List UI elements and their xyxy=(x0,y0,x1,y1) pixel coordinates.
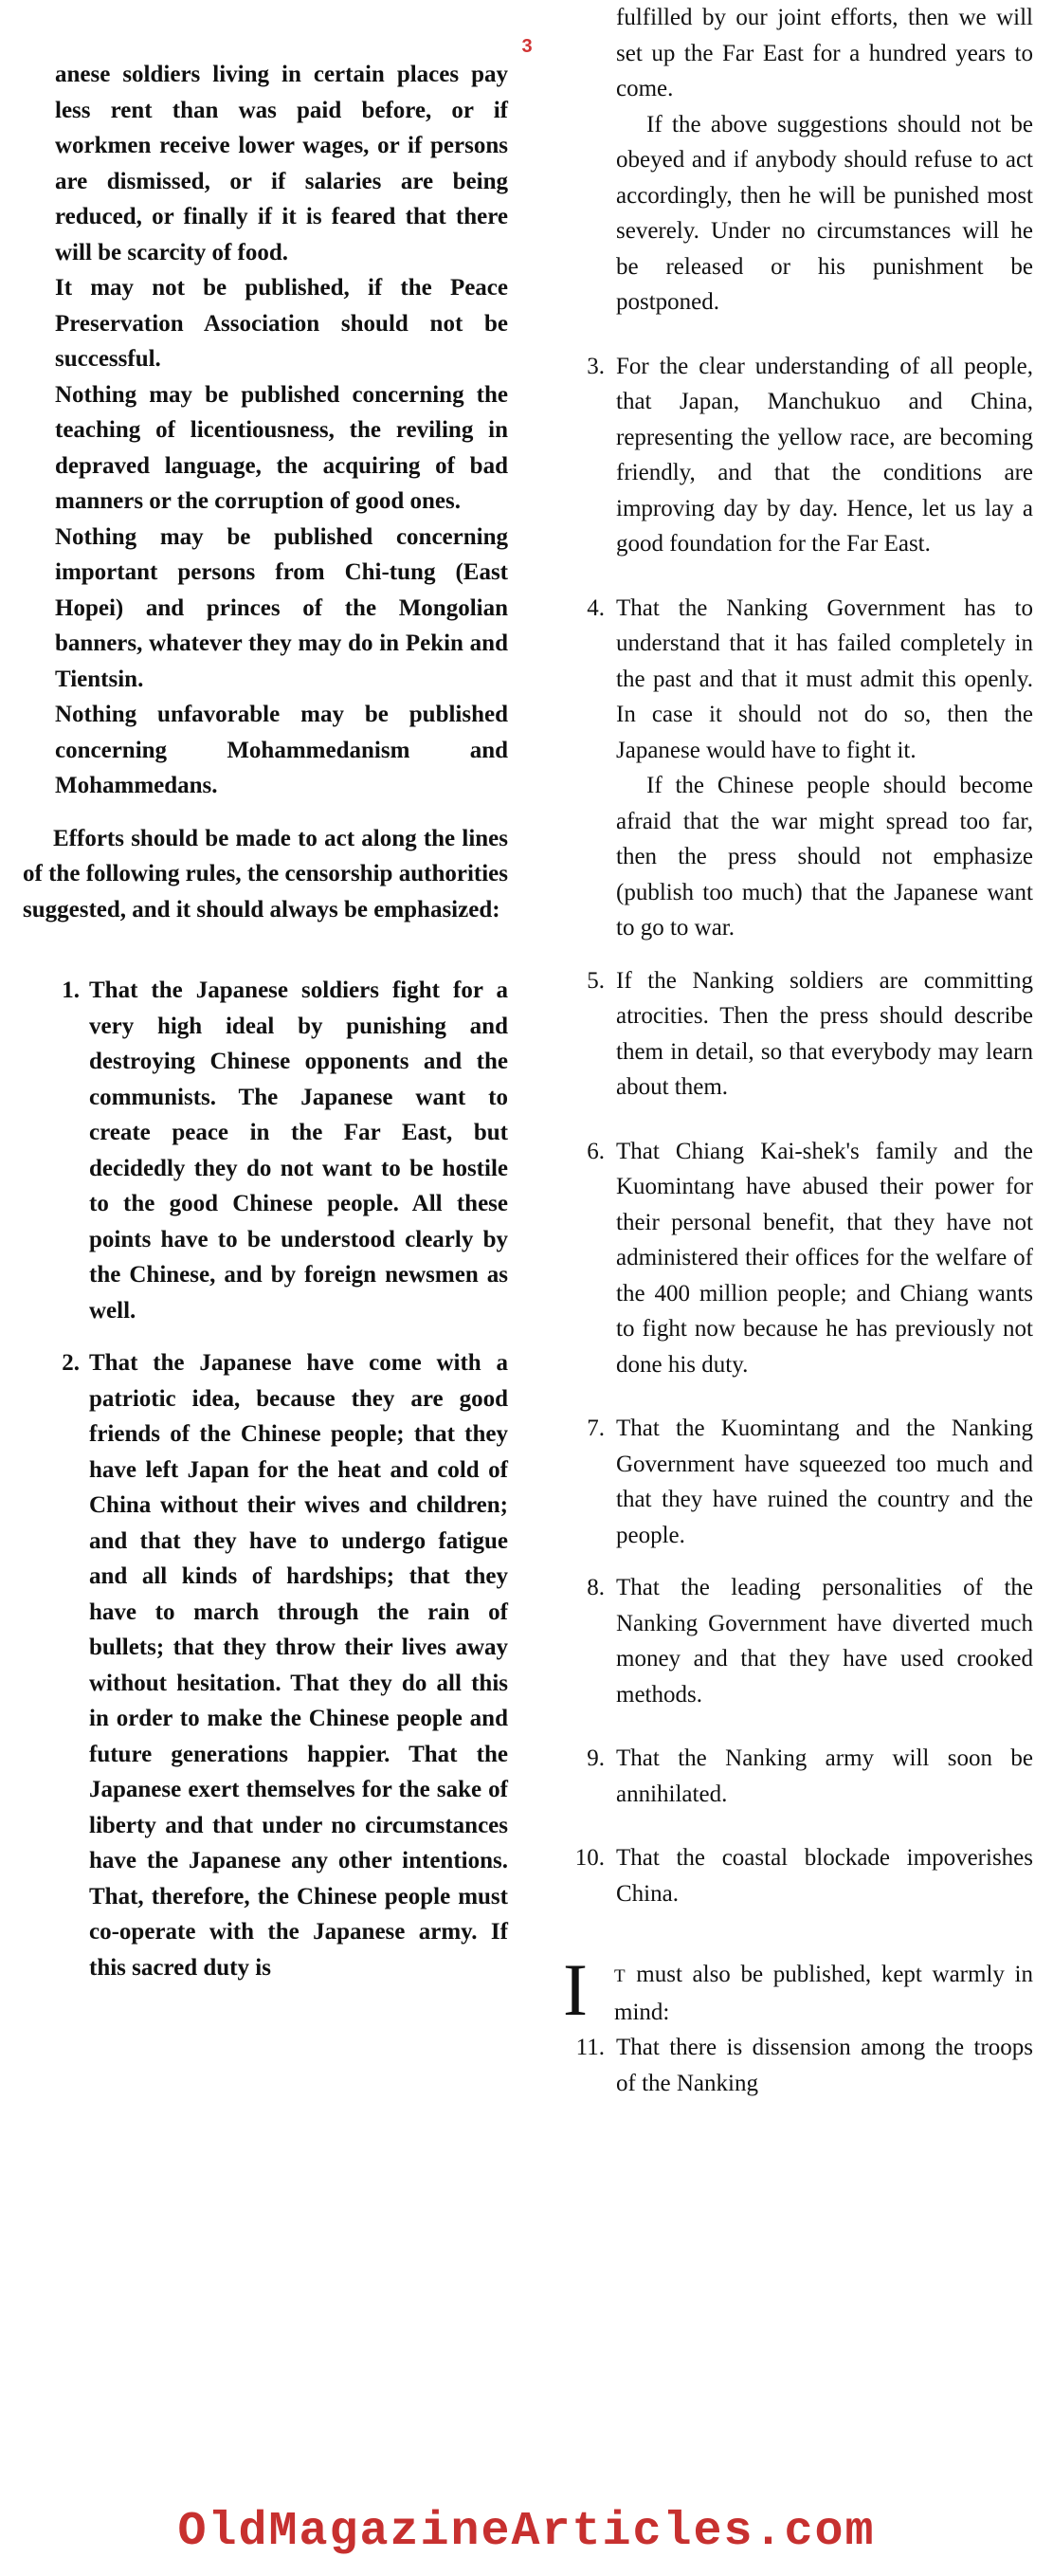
list-item xyxy=(559,1134,1033,1383)
list-item-text: For the clear understanding of all people, that Japan, Manchukuo and China, representing the yellow race, are becoming friendly, and that the conditions are improving day by day. Hence, let us lay a good foundation for the Far East. xyxy=(616,353,1033,557)
efforts-paragraph: Efforts should be made to act along the lines of the following rules, the censorship authorities suggested, and it should always be emphasized: xyxy=(23,825,508,923)
list-item-number: 2. xyxy=(62,1350,80,1376)
list-item xyxy=(559,963,1033,1105)
list-item xyxy=(23,973,508,1328)
list-item-number: 11. xyxy=(575,2035,605,2060)
list-item-text: That the Japanese soldiers fight for a very high ideal by punishing and destroying Chinese opponents and the communists. The Japanese want to create peace in the Far East, but decidedly they do not want to be hostile to the good Chinese people. All these points have to be understood clearly by the Chinese, and by foreign newsmen as well. xyxy=(89,977,508,1324)
list-item-number: 10. xyxy=(574,1845,605,1871)
list-item-text: That Chiang Kai-shek's family and the Kuomintang have abused their power for their personal benefit, that they have not administered their offices for the welfare of the 400 million people; and Chiang wants to fight now because he has previously not done his duty. xyxy=(616,1138,1033,1378)
list-item-text: That the Nanking army will soon be annihilated. xyxy=(616,1745,1033,1807)
intro-paragraph: Nothing may be published concerning important persons from Chi-tung (East Hopei) and princes of the Mongolian banners, whatever they may do in Pekin and Tientsin. xyxy=(55,523,508,692)
list-item-number: 9. xyxy=(587,1745,605,1771)
small-caps-letter: T xyxy=(614,1966,626,1986)
list-item-text: That the Kuomintang and the Nanking Government have squeezed too much and that they have ruined the country and the people. xyxy=(616,1416,1033,1548)
list-item xyxy=(559,1570,1033,1712)
list-item-number: 7. xyxy=(587,1416,605,1441)
list-item xyxy=(559,1741,1033,1812)
list-item-text: If the Chinese people should become afraid that the war might spread too far, then the press should not emphasize (publish too much) that the Japanese want to go to war. xyxy=(616,773,1033,941)
closing-text xyxy=(614,1957,1033,2030)
intro-block xyxy=(23,57,508,804)
list-item xyxy=(559,2030,1033,2101)
list-item-number: 1. xyxy=(62,977,80,1003)
list-item-text: That the Nanking Government has to understand that it has failed completely in the past and that it must admit this openly. In case it should not do so, then the Japanese would have to fight it. xyxy=(616,594,1033,763)
list-item xyxy=(23,1345,508,1985)
intro-paragraph: It may not be published, if the Peace Preservation Association should not be successful. xyxy=(55,275,508,372)
intro-paragraph: anese soldiers living in certain places pay less rent than was paid before, or if workmen receive lower wages, or if persons are dismissed, or if salaries are being reduced, or finally if it is feared that there will be scarcity of food. xyxy=(55,62,508,265)
intro-paragraph: Nothing may be published concerning the teaching of licentiousness, the reviling in depraved language, the acquiring of bad manners or the corruption of good ones. xyxy=(55,381,508,514)
list-item xyxy=(559,1411,1033,1553)
list-item-number: 4. xyxy=(587,594,605,621)
list-item xyxy=(559,1840,1033,1911)
left-column xyxy=(23,57,508,1985)
continuation-paragraph: fulfilled by our joint efforts, then we will set up the Far East for a hundred years to come. xyxy=(616,5,1033,101)
right-column xyxy=(559,0,1033,2101)
closing-text-body: must also be published, kept warmly in mind: xyxy=(614,1962,1033,2025)
site-footer: OldMagazineArticles.com xyxy=(177,2505,876,2559)
list-item-number: 5. xyxy=(587,967,605,994)
list-item-text: That the coastal blockade impoverishes China. xyxy=(616,1845,1033,1907)
list-item-text: That there is dissension among the troops of the Nanking xyxy=(616,2035,1033,2096)
list-item xyxy=(559,349,1033,562)
list-item-text: If the Nanking soldiers are committing atrocities. Then the press should describe them in detail, so that everybody may learn about them. xyxy=(616,967,1033,1100)
continuation-paragraph: If the above suggestions should not be obeyed and if anybody should refuse to act accordingly, then he will be punished most severely. Under no circumstances will he be released or his punishment be postponed. xyxy=(616,111,1033,315)
list-item-number: 3. xyxy=(587,353,605,379)
list-item-number: 6. xyxy=(587,1138,605,1164)
list-item-text: That the Japanese have come with a patriotic idea, because they are good friends of the Chinese people; that they have left Japan for the heat and cold of China without their wives and children; and that they have to undergo fatigue and all kinds of hardships; that they have to march through the rain of bullets; that they throw their lives away without hesitation. That they do all this in order to make the Chinese people and future generations happier. That the Japanese exert themselves for the sake of liberty and that under no circumstances have the Japanese any other intentions. That, therefore, the Chinese people must co-operate with the Japanese army. If this sacred duty is xyxy=(89,1350,508,1981)
drop-cap: I xyxy=(563,1948,588,2031)
closing-paragraph xyxy=(559,1948,1033,2031)
continuation-block xyxy=(559,0,1033,320)
intro-paragraph: Nothing unfavorable may be published concerning Mohammedanism and Mohammedans. xyxy=(55,702,508,798)
list-item-number: 8. xyxy=(587,1575,605,1600)
page-number: 3 xyxy=(521,36,533,57)
list-item xyxy=(559,591,1033,946)
list-item-text: That the leading personalities of the Nanking Government have diverted much money and that they have used crooked methods. xyxy=(616,1575,1033,1708)
